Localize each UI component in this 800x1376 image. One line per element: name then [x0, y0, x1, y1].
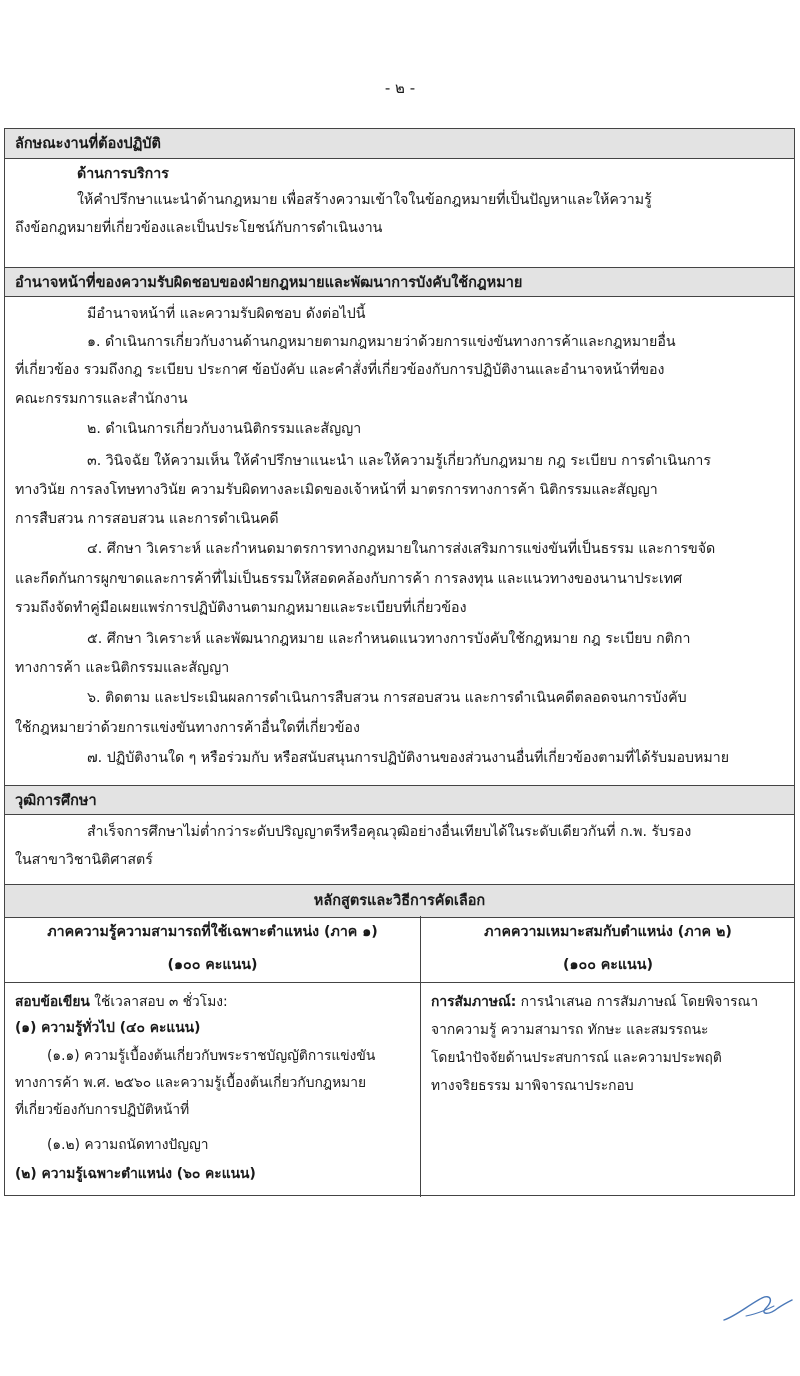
duties-subheading: ด้านการบริการ — [77, 166, 169, 182]
interview-line: โดยนำปัจจัยด้านประสบการณ์ และความประพฤติ — [431, 1050, 722, 1066]
part2-header-score: (๑๐๐ คะแนน) — [563, 957, 653, 973]
interview-line: ทางจริยธรรม มาพิจารณาประกอบ — [431, 1078, 634, 1094]
authority-heading: อำนาจหน้าที่ของความรับผิดชอบของฝ่ายกฎหมายและพัฒนาการบังคับใช้กฎหมาย — [5, 267, 794, 297]
table-header-separator — [5, 982, 794, 983]
authority-line: ใช้กฎหมายว่าด้วยการแข่งขันทางการค้าอื่นใดที่เกี่ยวข้อง — [15, 720, 360, 736]
interview-line: จากความรู้ ความสามารถ ทักษะ และสมรรถนะ — [431, 1022, 709, 1038]
general-knowledge-item: (๑) ความรู้ทั่วไป (๔๐ คะแนน) — [15, 1020, 201, 1036]
authority-line: ๗. ปฏิบัติงานใด ๆ หรือร่วมกับ หรือสนับสนุนการปฏิบัติงานของส่วนงานอื่นที่เกี่ยวข้องตามที่ได้รับมอบหมาย — [87, 750, 730, 766]
education-section — [5, 785, 794, 815]
written-exam-line — [15, 989, 228, 1015]
authority-line: คณะกรรมการและสำนักงาน — [15, 391, 188, 407]
part1-header-title: ภาคความรู้ความสามารถที่ใช้เฉพาะตำแหน่ง (ภาค ๑) — [47, 924, 378, 940]
authority-line: ที่เกี่ยวข้อง รวมถึงกฎ ระเบียบ ประกาศ ข้อบังคับ และคำสั่งที่เกี่ยวข้องกับการปฏิบัติงานและอำนาจหน้าที่ของ — [15, 362, 665, 378]
authority-line: ๑. ดำเนินการเกี่ยวกับงานด้านกฎหมายตามกฎหมายว่าด้วยการแข่งขันทางการค้าและกฎหมายอื่น — [87, 334, 676, 350]
subitem-1-1-line: (๑.๑) ความรู้เบื้องต้นเกี่ยวกับพระราชบัญญัติการแข่งขัน — [47, 1048, 376, 1064]
duties-section — [5, 129, 794, 159]
authority-line: และกีดกันการผูกขาดและการค้าที่ไม่เป็นธรรมให้สอดคล้องกับการค้า การลงทุน และแนวทางของนานาประเทศ — [15, 571, 683, 587]
part2-header-title: ภาคความเหมาะสมกับตำแหน่ง (ภาค ๒) — [484, 924, 732, 940]
selection-table-title: หลักสูตรและวิธีการคัดเลือก — [5, 884, 794, 918]
document-frame — [4, 128, 795, 1196]
education-line-2: ในสาขาวิชานิติศาสตร์ — [15, 852, 153, 868]
subitem-1-2: (๑.๒) ความถนัดทางปัญญา — [47, 1137, 209, 1153]
authority-section — [5, 267, 794, 297]
authority-line: ๖. ติดตาม และประเมินผลการดำเนินการสืบสวน การสอบสวน และการดำเนินคดีตลอดจนการบังคับ — [87, 690, 687, 706]
duties-line-1: ให้คำปรึกษาแนะนำด้านกฎหมาย เพื่อสร้างความเข้าใจในข้อกฎหมายที่เป็นปัญหาและให้ความรู้ — [77, 192, 652, 208]
interview-text: การนำเสนอ การสัมภาษณ์ โดยพิจารณา — [516, 994, 759, 1010]
authority-line: ทางวินัย การลงโทษทางวินัย ความรับผิดทางละเมิดของเจ้าหน้าที่ มาตรการทางการค้า นิติกรรมและสัญญา — [15, 482, 658, 498]
authority-intro: มีอำนาจหน้าที่ และความรับผิดชอบ ดังต่อไปนี้ — [87, 306, 366, 322]
written-exam-label: สอบข้อเขียน — [15, 994, 90, 1010]
signature-mark — [716, 1286, 796, 1326]
part2-header — [421, 916, 795, 982]
duties-heading: ลักษณะงานที่ต้องปฏิบัติ — [5, 129, 794, 159]
page-number: - ๒ - — [384, 79, 416, 97]
part1-header — [5, 916, 420, 982]
part1-header-score: (๑๐๐ คะแนน) — [167, 957, 258, 973]
written-exam-duration: ใช้เวลาสอบ ๓ ชั่วโมง: — [89, 994, 228, 1010]
education-heading: วุฒิการศึกษา — [5, 785, 794, 815]
authority-line: ๔. ศึกษา วิเคราะห์ และกำหนดมาตรการทางกฎหมายในการส่งเสริมการแข่งขันที่เป็นธรรม และการขจัด — [87, 541, 716, 557]
specific-knowledge-item: (๒) ความรู้เฉพาะตำแหน่ง (๖๐ คะแนน) — [15, 1166, 256, 1182]
authority-line: ๒. ดำเนินการเกี่ยวกับงานนิติกรรมและสัญญา — [87, 421, 362, 437]
authority-line: ทางการค้า และนิติกรรมและสัญญา — [15, 660, 230, 676]
authority-line: ๕. ศึกษา วิเคราะห์ และพัฒนากฎหมาย และกำหนดแนวทางการบังคับใช้กฎหมาย กฎ ระเบียบ กติกา — [87, 631, 691, 647]
authority-line: รวมถึงจัดทำคู่มือเผยแพร่การปฏิบัติงานตามกฎหมายและระเบียบที่เกี่ยวข้อง — [15, 600, 467, 616]
duties-line-2: ถึงข้อกฎหมายที่เกี่ยวข้องและเป็นประโยชน์กับการดำเนินงาน — [15, 220, 383, 236]
subitem-1-1-line: ทางการค้า พ.ศ. ๒๕๖๐ และความรู้เบื้องต้นเกี่ยวกับกฎหมาย — [15, 1075, 367, 1091]
education-line-1: สำเร็จการศึกษาไม่ต่ำกว่าระดับปริญญาตรีหรือคุณวุฒิอย่างอื่นเทียบได้ในระดับเดียวกันที่ ก.พ. รับรอง — [87, 824, 692, 840]
authority-line: การสืบสวน การสอบสวน และการดำเนินคดี — [15, 511, 279, 527]
interview-label: การสัมภาษณ์: — [431, 994, 517, 1010]
interview-line — [431, 989, 758, 1015]
subitem-1-1-line: ที่เกี่ยวข้องกับการปฏิบัติหน้าที่ — [15, 1102, 190, 1118]
authority-line: ๓. วินิจฉัย ให้ความเห็น ให้คำปรึกษาแนะนำ และให้ความรู้เกี่ยวกับกฎหมาย กฎ ระเบียบ การดำเนินการ — [87, 453, 711, 469]
